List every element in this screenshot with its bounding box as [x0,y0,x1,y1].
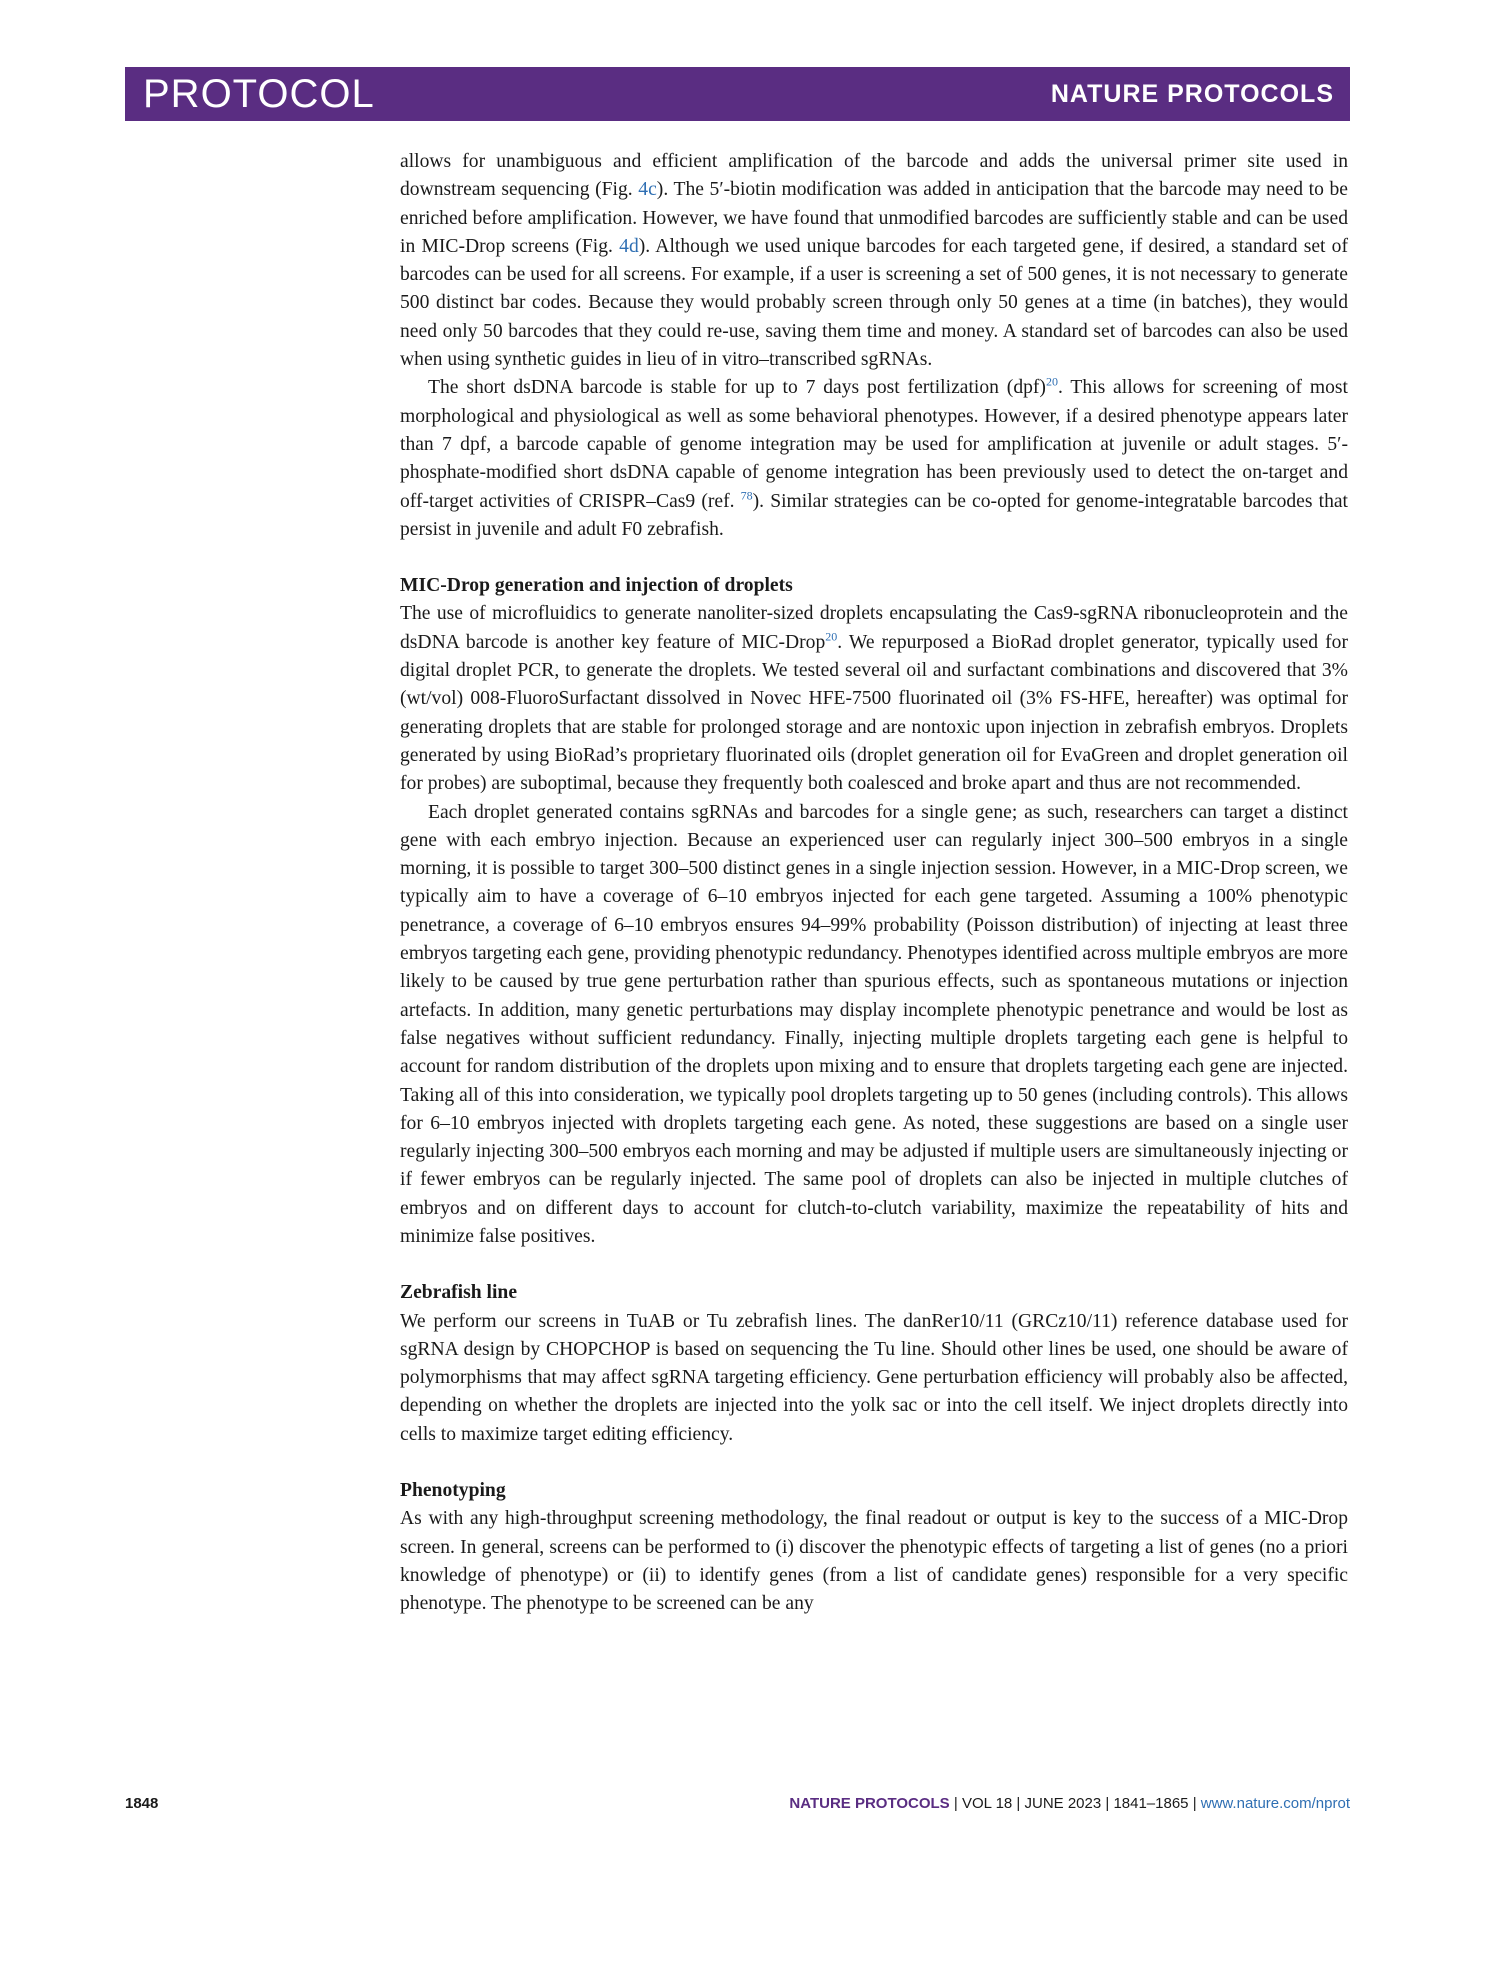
article-type-label: PROTOCOL [143,71,375,116]
section-micdrop [400,572,1348,1251]
section-heading: Phenotyping [400,1480,506,1502]
journal-url-link[interactable]: www.nature.com/nprot [1200,1795,1350,1812]
section-heading: MIC-Drop generation and injection of droplets [400,575,793,597]
footer-journal: NATURE PROTOCOLS [789,1795,950,1812]
paragraph: allows for unambiguous and efficient amplification of the barcode and adds the universal primer site used in downstream sequencing (Fig. 4c). The 5′-biotin modification was added in anticipation that the barcode may need to be enriched before amplification. However, we have found that unmodified barcodes are sufficiently stable and can be used in MIC-Drop screens (Fig. 4d). Although we used unique barcodes for each targeted gene, if desired, a standard set of barcodes can be used for all screens. For example, if a user is screening a set of 500 genes, it is not necessary to generate 500 distinct bar codes. Because they would probably screen through only 50 genes at a time (in batches), they would need only 50 barcodes that they could re-use, saving them time and money. A standard set of barcodes can also be used when using synthetic guides in lieu of in vitro–transcribed sgRNAs. [400,151,1349,371]
paragraph: We perform our screens in TuAB or Tu zebrafish lines. The danRer10/11 (GRCz10/11) reference database used for sgRNA design by CHOPCHOP is based on sequencing the Tu line. Should other lines be used, one should be aware of polymorphisms that may affect sgRNA targeting efficiency. Gene perturbation efficiency will probably also be affected, depending on whether the droplets are injected into the yolk sac or into the cell itself. We inject droplets directly into cells to maximize target editing efficiency. [400,1310,1348,1445]
reference-link[interactable]: 20 [825,629,838,644]
paragraph: As with any high-throughput screening methodology, the final readout or output is key to the success of a MIC-Drop screen. In general, screens can be performed to (i) discover the phenotypic effects of targeting a list of genes (no a priori knowledge of phenotype) or (ii) to identify genes (from a list of candidate genes) responsible for a very specific phenotype. The phenotype to be screened can be any [400,1508,1348,1615]
paragraph: The short dsDNA barcode is stable for up to 7 days post fertilization (dpf)$^{20}$. This allows for screening of most morphological and physiological as well as some behavioral phenotypes. However, if a desired phenotype appears later than 7 dpf, a barcode capable of genome integration may be used for amplification at juvenile or adult stages. 5′-phosphate-modified short dsDNA capable of genome integration has been previously used to detect the on-target and off-target activities of CRISPR–Cas9 (ref. $^{78}$). Similar strategies can be co-opted for genome-integratable barcodes that persist in juvenile and adult F0 zebrafish. [400,374,1349,540]
paragraph: The use of microfluidics to generate nanoliter-sized droplets encapsulating the Cas9-sgRNA ribonucleoprotein and the dsDNA barcode is another key feature of MIC-Drop$^{20}$. We repurposed a BioRad droplet generator, typically used for digital droplet PCR, to generate the droplets. We tested several oil and surfactant combinations and discovered that 3% (wt/vol) 008-FluoroSurfactant dissolved in Novec HFE-7500 fluorinated oil (3% FS-HFE, hereafter) was optimal for generating droplets that are stable for prolonged storage and are nontoxic upon injection in zebrafish embryos. Droplets generated by using BioRad’s proprietary fluorinated oils (droplet generation oil for EvaGreen and droplet generation oil for probes) are suboptimal, because they frequently both coalesced and broke apart and thus are not recommended. [400,603,1348,795]
journal-name: NATURE PROTOCOLS [1050,79,1334,108]
section-phenotyping [400,1477,1348,1618]
footer-citation: NATURE PROTOCOLS | VOL 18 | JUNE 2023 | 1841–1865 | www.nature.com/nprot [789,1795,1350,1812]
footer-volume: VOL 18 [961,1795,1013,1812]
figure-link[interactable]: 4c [638,179,657,201]
section-heading: Zebrafish line [400,1282,518,1304]
figure-link[interactable]: 4d [619,235,639,257]
reference-link[interactable]: 20 [1045,374,1058,389]
paragraph: Each droplet generated contains sgRNAs and barcodes for a single gene; as such, researchers can target a distinct gene with each embryo injection. Because an experienced user can regularly inject 300–500 embryos in a single morning, it is possible to target 300–500 distinct genes in a single injection session. However, in a MIC-Drop screen, we typically aim to have a coverage of 6–10 embryos injected for each gene targeted. Assuming a 100% phenotypic penetrance, a coverage of 6–10 embryos ensures 94–99% probability (Poisson distribution) of injecting at least three embryos targeting each gene, providing phenotypic redundancy. Phenotypes identified across multiple embryos are more likely to be caused by true gene perturbation rather than spurious effects, such as spontaneous mutations or injection artefacts. In addition, many genetic perturbations may display incomplete phenotypic penetrance and would be lost as false negatives without sufficient redundancy. Finally, injecting multiple droplets targeting each gene is helpful to account for random distribution of the droplets upon mixing and to ensure that droplets targeting each gene are injected. Taking all of this into consideration, we typically pool droplets targeting up to 50 genes (including controls). This allows for 6–10 embryos injected with droplets targeting each gene. As noted, these suggestions are based on a single user regularly injecting 300–500 embryos each morning and may be adjusted if multiple users are simultaneously injecting or if fewer embryos can be regularly injected. The same pool of droplets can also be injected in multiple clutches of embryos and on different days to account for clutch-to-clutch variability, maximize the repeatability of hits and minimize false positives. [400,801,1348,1247]
section-zebrafish-line [400,1279,1348,1449]
header-bar [125,67,1350,121]
article-body [400,148,1348,1619]
footer-date: JUNE 2023 [1024,1795,1102,1812]
page-footer [125,1795,1350,1819]
reference-link[interactable]: 78 [740,488,753,503]
page-number: 1848 [125,1795,159,1812]
footer-pages: 1841–1865 [1113,1795,1189,1812]
